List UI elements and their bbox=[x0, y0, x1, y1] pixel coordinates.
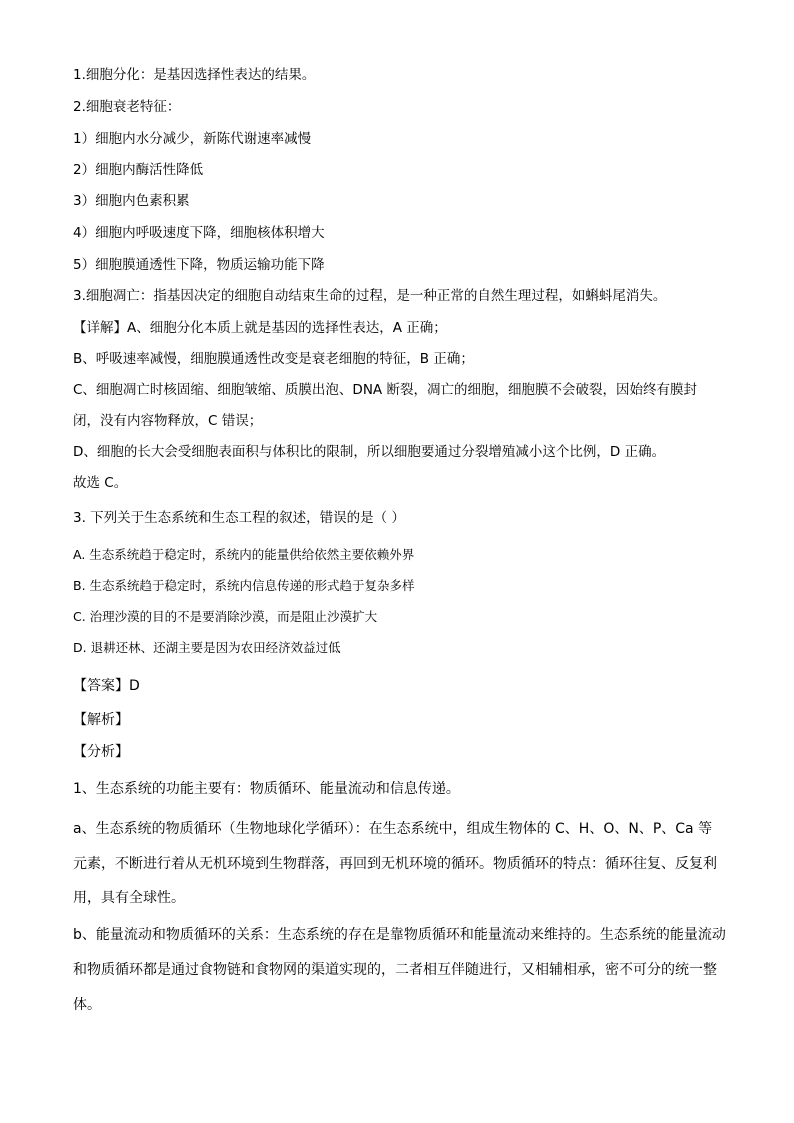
question-3-option-b: B. 生态系统趋于稳定时，系统内信息传递的形式趋于复杂多样 bbox=[73, 578, 415, 593]
choice-line: 故选 C。 bbox=[73, 475, 128, 491]
fenxi-line-6: 和物质循环都是通过食物链和食物网的渠道实现的，二者相互伴随进行，又相辅相承，密不可分的统一整 bbox=[73, 962, 717, 978]
aging-feature-3: 3）细胞内色素积累 bbox=[73, 193, 190, 209]
point-3-apoptosis: 3.细胞凋亡：指基因决定的细胞自动结束生命的过程，是一种正常的自然生理过程，如蝌蚪尾消失。 bbox=[73, 288, 667, 304]
detail-option-c-line2: 闭，没有内容物释放，C 错误； bbox=[73, 413, 263, 429]
aging-feature-4: 4）细胞内呼吸速度下降，细胞核体积增大 bbox=[73, 225, 325, 241]
analysis-heading: 【解析】 bbox=[73, 712, 129, 728]
question-3-option-a: A. 生态系统趋于稳定时，系统内的能量供给依然主要依赖外界 bbox=[73, 547, 415, 562]
aging-feature-2: 2）细胞内酶活性降低 bbox=[73, 162, 204, 178]
fenxi-heading: 【分析】 bbox=[73, 744, 129, 760]
fenxi-line-5: b、能量流动和物质循环的关系：生态系统的存在是靠物质循环和能量流动来维持的。生态系统的能量流动 bbox=[73, 927, 726, 943]
detail-option-c-line1: C、细胞凋亡时核固缩、细胞皱缩、质膜出泡、DNA 断裂，凋亡的细胞，细胞膜不会破裂，因始终有膜封 bbox=[73, 382, 697, 398]
fenxi-line-1: 1、生态系统的功能主要有：物质循环、能量流动和信息传递。 bbox=[73, 781, 460, 797]
fenxi-line-4: 用，具有全球性。 bbox=[73, 890, 185, 906]
fenxi-line-7: 体。 bbox=[73, 997, 101, 1013]
question-3-option-d: D. 退耕还林、还湖主要是因为农田经济效益过低 bbox=[73, 640, 341, 655]
detail-option-a: 【详解】A、细胞分化本质上就是基因的选择性表达，A 正确； bbox=[73, 320, 447, 336]
fenxi-line-2: a、生态系统的物质循环（生物地球化学循环）：在生态系统中，组成生物体的 C、H、O、N、P、Ca 等 bbox=[73, 821, 713, 837]
aging-feature-5: 5）细胞膜通透性下降，物质运输功能下降 bbox=[73, 257, 325, 273]
question-3-stem: 3. 下列关于生态系统和生态工程的叙述，错误的是（ ） bbox=[73, 510, 405, 526]
aging-feature-1: 1）细胞内水分减少，新陈代谢速率减慢 bbox=[73, 131, 312, 147]
point-1-differentiation: 1.细胞分化：是基因选择性表达的结果。 bbox=[73, 67, 316, 83]
point-2-title: 2.细胞衰老特征： bbox=[73, 99, 181, 115]
detail-option-b: B、呼吸速率减慢，细胞膜通透性改变是衰老细胞的特征，B 正确； bbox=[73, 351, 474, 367]
detail-option-d: D、细胞的长大会受细胞表面积与体积比的限制，所以细胞要通过分裂增殖减小这个比例，D 正确。 bbox=[73, 444, 666, 460]
question-3-option-c: C. 治理沙漠的目的不是要消除沙漠，而是阻止沙漠扩大 bbox=[73, 609, 378, 624]
fenxi-line-3: 元素，不断进行着从无机环境到生物群落，再回到无机环境的循环。物质循环的特点：循环往复、反复利 bbox=[73, 856, 717, 872]
answer-label: 【答案】D bbox=[73, 678, 140, 694]
